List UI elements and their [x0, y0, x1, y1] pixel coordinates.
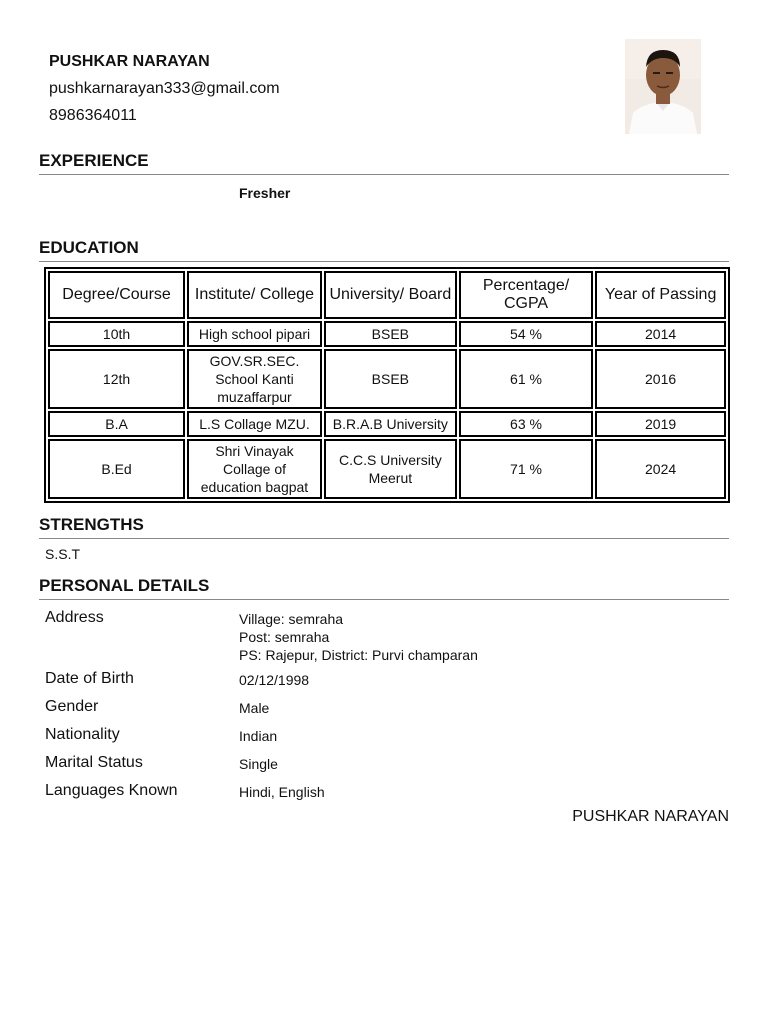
address-label: Address	[45, 609, 104, 626]
column-header: Year of Passing	[595, 271, 726, 319]
candidate-name: PUSHKAR NARAYAN	[49, 53, 210, 70]
strengths-value: S.S.T	[45, 546, 81, 562]
education-heading: EDUCATION	[39, 238, 729, 262]
column-header: Institute/ College	[187, 271, 322, 319]
table-row	[48, 411, 726, 437]
table-header-row	[48, 271, 726, 319]
table-cell: High school pipari	[187, 321, 322, 347]
experience-value: Fresher	[239, 185, 291, 201]
gender-value: Male	[239, 700, 270, 716]
gender-row	[45, 697, 735, 725]
table-cell: Shri Vinayak Collage of education bagpat	[187, 439, 322, 499]
education-table	[44, 267, 730, 503]
column-header: University/ Board	[324, 271, 457, 319]
table-cell: BSEB	[324, 349, 457, 409]
address-row	[45, 608, 735, 669]
table-cell: 2024	[595, 439, 726, 499]
column-header: Percentage/ CGPA	[459, 271, 593, 319]
person-photo-icon	[625, 39, 701, 134]
dob-label: Date of Birth	[45, 670, 134, 687]
table-cell: 12th	[48, 349, 185, 409]
table-cell: B.R.A.B University	[324, 411, 457, 437]
strengths-heading: STRENGTHS	[39, 515, 729, 539]
gender-label: Gender	[45, 698, 99, 715]
personal-details-heading: PERSONAL DETAILS	[39, 576, 729, 600]
column-header: Degree/Course	[48, 271, 185, 319]
nationality-row	[45, 725, 735, 753]
table-cell: 2019	[595, 411, 726, 437]
table-cell: GOV.SR.SEC. School Kanti muzaffarpur	[187, 349, 322, 409]
table-cell: 71 %	[459, 439, 593, 499]
table-row	[48, 321, 726, 347]
table-cell: 54 %	[459, 321, 593, 347]
dob-row	[45, 669, 735, 697]
signature-name: PUSHKAR NARAYAN	[572, 808, 729, 825]
address-value	[239, 608, 478, 669]
table-cell: 63 %	[459, 411, 593, 437]
phone-text: 8986364011	[49, 107, 137, 124]
address-line: PS: Rajepur, District: Purvi champaran	[239, 647, 478, 663]
profile-photo	[625, 39, 701, 134]
dob-value: 02/12/1998	[239, 672, 310, 688]
table-cell: C.C.S University Meerut	[324, 439, 457, 499]
table-cell: 10th	[48, 321, 185, 347]
address-line: Village: semraha	[239, 611, 344, 627]
marital-label: Marital Status	[45, 754, 143, 771]
table-cell: 2014	[595, 321, 726, 347]
table-row	[48, 439, 726, 499]
nationality-label: Nationality	[45, 726, 120, 743]
header	[49, 52, 280, 126]
table-row	[48, 349, 726, 409]
personal-details	[45, 608, 735, 809]
table-cell: B.Ed	[48, 439, 185, 499]
table-cell: 61 %	[459, 349, 593, 409]
table-cell: 2016	[595, 349, 726, 409]
table-cell: B.A	[48, 411, 185, 437]
table-cell: BSEB	[324, 321, 457, 347]
nationality-value: Indian	[239, 728, 278, 744]
email-text: pushkarnarayan333@gmail.com	[49, 80, 280, 97]
languages-label: Languages Known	[45, 782, 178, 799]
marital-row	[45, 753, 735, 781]
experience-heading: EXPERIENCE	[39, 151, 729, 175]
languages-value: Hindi, English	[239, 784, 325, 800]
languages-row	[45, 781, 735, 809]
table-cell: L.S Collage MZU.	[187, 411, 322, 437]
address-line: Post: semraha	[239, 629, 330, 645]
marital-value: Single	[239, 756, 278, 772]
